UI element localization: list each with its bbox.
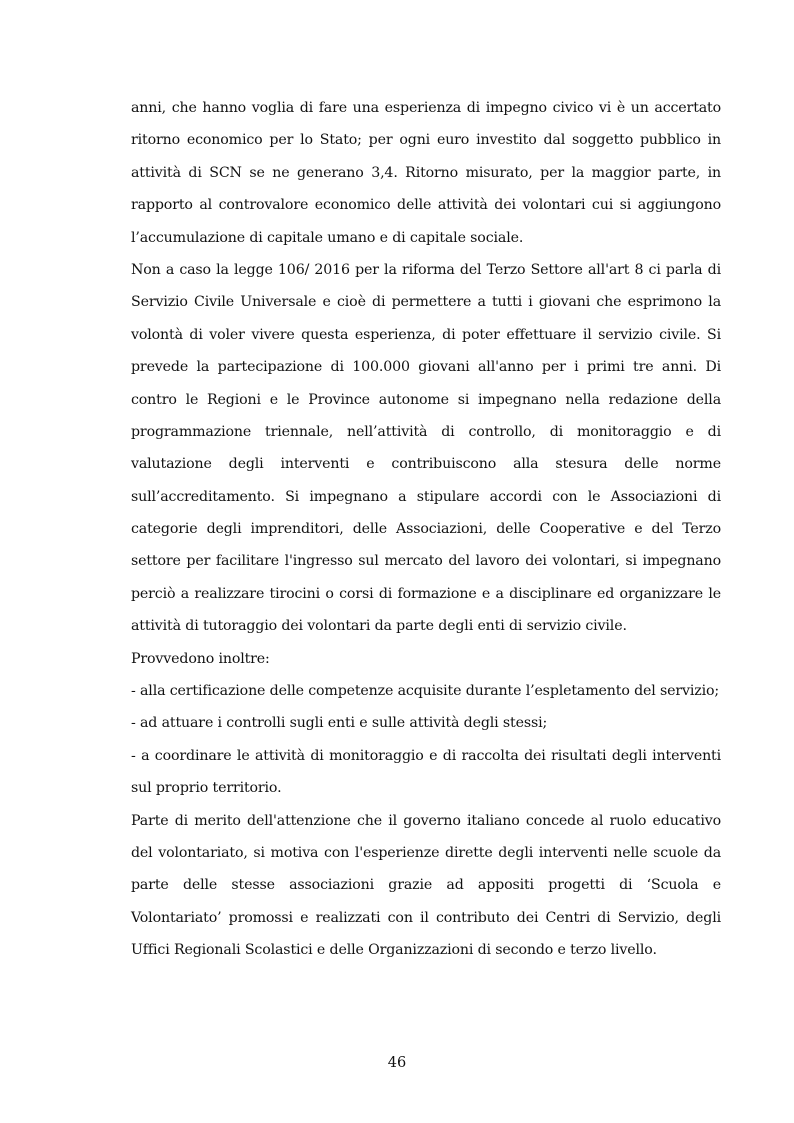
text-line: volontà di voler vivere questa esperienza, di poter effettuare il servizio civile. Si xyxy=(131,326,721,343)
text-line: sull’accreditamento. Si impegnano a stipulare accordi con le Associazioni di xyxy=(131,488,721,505)
text-line: settore per facilitare l'ingresso sul mercato del lavoro dei volontari, si impegnano xyxy=(131,553,721,570)
text-line: attività di tutoraggio dei volontari da parte degli enti di servizio civile. xyxy=(131,618,627,635)
text-line: prevede la partecipazione di 100.000 giovani all'anno per i primi tre anni. Di xyxy=(131,359,721,376)
text-line: Uffici Regionali Scolastici e delle Organizzazioni di secondo e terzo livello. xyxy=(131,942,657,959)
page-number: 46 xyxy=(387,1055,407,1071)
body-text xyxy=(131,94,721,969)
text-line: - ad attuare i controlli sugli enti e sulle attività degli stessi; xyxy=(131,715,548,732)
text-line: anni, che hanno voglia di fare una esperienza di impegno civico vi è un accertato xyxy=(131,100,721,116)
text-line: categorie degli imprenditori, delle Associazioni, delle Cooperative e del Terzo xyxy=(131,521,721,538)
text-line: ritorno economico per lo Stato; per ogni euro investito dal soggetto pubblico in xyxy=(131,132,721,149)
text-line: valutazione degli interventi e contribuiscono alla stesura delle norme xyxy=(131,456,721,473)
text-line: sul proprio territorio. xyxy=(131,780,282,797)
text-line: del volontariato, si motiva con l'esperienze dirette degli interventi nelle scuole da xyxy=(131,844,721,861)
text-line: attività di SCN se ne generano 3,4. Ritorno misurato, per la maggior parte, in xyxy=(131,164,721,181)
text-line: rapporto al controvalore economico delle attività dei volontari cui si aggiungono xyxy=(131,197,721,214)
text-line: - alla certificazione delle competenze acquisite durante l’espletamento del servizio; xyxy=(131,683,720,700)
text-line: parte delle stesse associazioni grazie ad appositi progetti di ‘Scuola e xyxy=(131,877,721,894)
text-line: Provvedono inoltre: xyxy=(131,650,270,667)
text-line: programmazione triennale, nell’attività di controllo, di monitoraggio e di xyxy=(131,423,721,440)
text-line: Parte di merito dell'attenzione che il governo italiano concede al ruolo educativo xyxy=(131,812,721,829)
text-line: Non a caso la legge 106/ 2016 per la riforma del Terzo Settore all'art 8 ci parla di xyxy=(131,261,721,278)
text-line: l’accumulazione di capitale umano e di capitale sociale. xyxy=(131,229,524,246)
text-line: perciò a realizzare tirocini o corsi di formazione e a disciplinare ed organizzare le xyxy=(131,585,721,602)
text-line: - a coordinare le attività di monitoraggio e di raccolta dei risultati degli interventi xyxy=(131,747,721,764)
text-line: contro le Regioni e le Province autonome si impegnano nella redazione della xyxy=(131,391,721,408)
text-line: Volontariato’ promossi e realizzati con il contributo dei Centri di Servizio, degli xyxy=(131,909,721,926)
text-line: Servizio Civile Universale e cioè di permettere a tutti i giovani che esprimono la xyxy=(131,294,721,311)
